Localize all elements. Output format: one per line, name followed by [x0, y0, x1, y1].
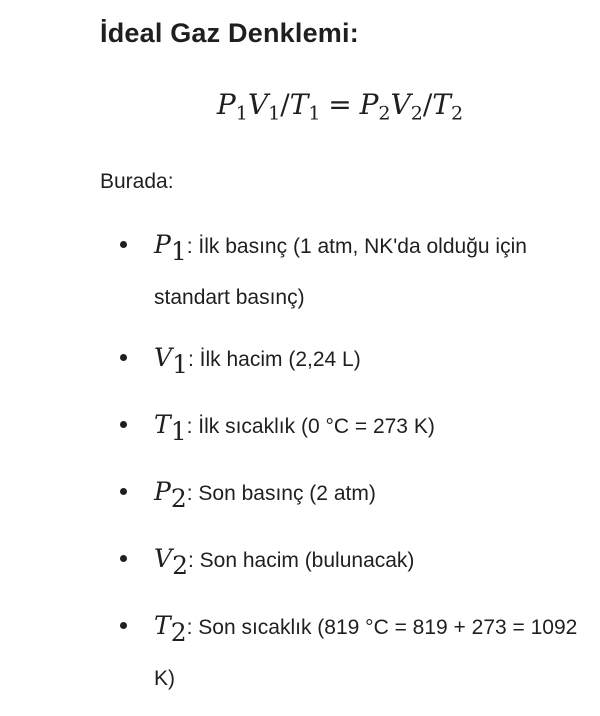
intro-text: Burada:	[100, 170, 174, 193]
var-symbol: P	[154, 477, 171, 506]
eq-symbol: V	[247, 88, 269, 121]
variable-list	[100, 222, 580, 716]
eq-symbol: P	[359, 88, 379, 121]
var-subscript: 1	[170, 237, 187, 266]
ideal-gas-equation	[100, 88, 580, 124]
list-item	[100, 335, 580, 388]
bullet-icon	[120, 354, 127, 361]
eq-subscript: 1	[308, 102, 321, 125]
eq-operator: /	[422, 88, 433, 121]
var-symbol: P	[154, 230, 171, 259]
bullet-icon	[120, 488, 127, 495]
eq-subscript: 1	[268, 102, 281, 125]
var-symbol: T	[154, 611, 171, 640]
var-subscript: 2	[170, 484, 187, 513]
bullet-icon	[120, 622, 127, 629]
eq-symbol: T	[432, 88, 451, 121]
list-item	[100, 402, 580, 455]
var-subscript: 2	[170, 618, 187, 647]
bullet-icon	[120, 241, 127, 248]
list-item	[100, 603, 580, 702]
var-subscript: 1	[172, 350, 188, 379]
eq-symbol: V	[390, 88, 411, 121]
var-description: : İlk hacim (2,24 L)	[187, 348, 361, 371]
bullet-icon	[120, 421, 127, 428]
var-symbol: V	[154, 343, 173, 372]
eq-operator: /	[280, 88, 290, 121]
var-symbol: T	[154, 410, 171, 439]
var-subscript: 2	[172, 551, 188, 580]
eq-subscript: 1	[235, 102, 248, 125]
section-heading: İdeal Gaz Denklemi:	[100, 18, 359, 48]
eq-symbol: T	[289, 88, 309, 121]
eq-subscript: 2	[450, 102, 464, 125]
list-item	[100, 536, 580, 589]
var-description: : Son sıcaklık (819 °C = 819 + 273 = 1092 K)	[154, 616, 578, 690]
var-description: : İlk sıcaklık (0 °C = 273 K)	[186, 415, 435, 438]
var-description: : İlk basınç (1 atm, NK'da olduğu için standart basınç)	[154, 235, 527, 309]
var-description: : Son hacim (bulunacak)	[187, 549, 415, 572]
var-subscript: 1	[170, 417, 187, 446]
list-item	[100, 222, 580, 321]
eq-subscript: 2	[378, 102, 391, 125]
var-symbol: V	[154, 544, 173, 573]
bullet-icon	[120, 555, 127, 562]
list-item	[100, 469, 580, 522]
var-description: : Son basınç (2 atm)	[186, 482, 376, 505]
eq-equals: =	[328, 88, 352, 121]
eq-symbol: P	[216, 88, 236, 121]
eq-subscript: 2	[410, 102, 423, 125]
